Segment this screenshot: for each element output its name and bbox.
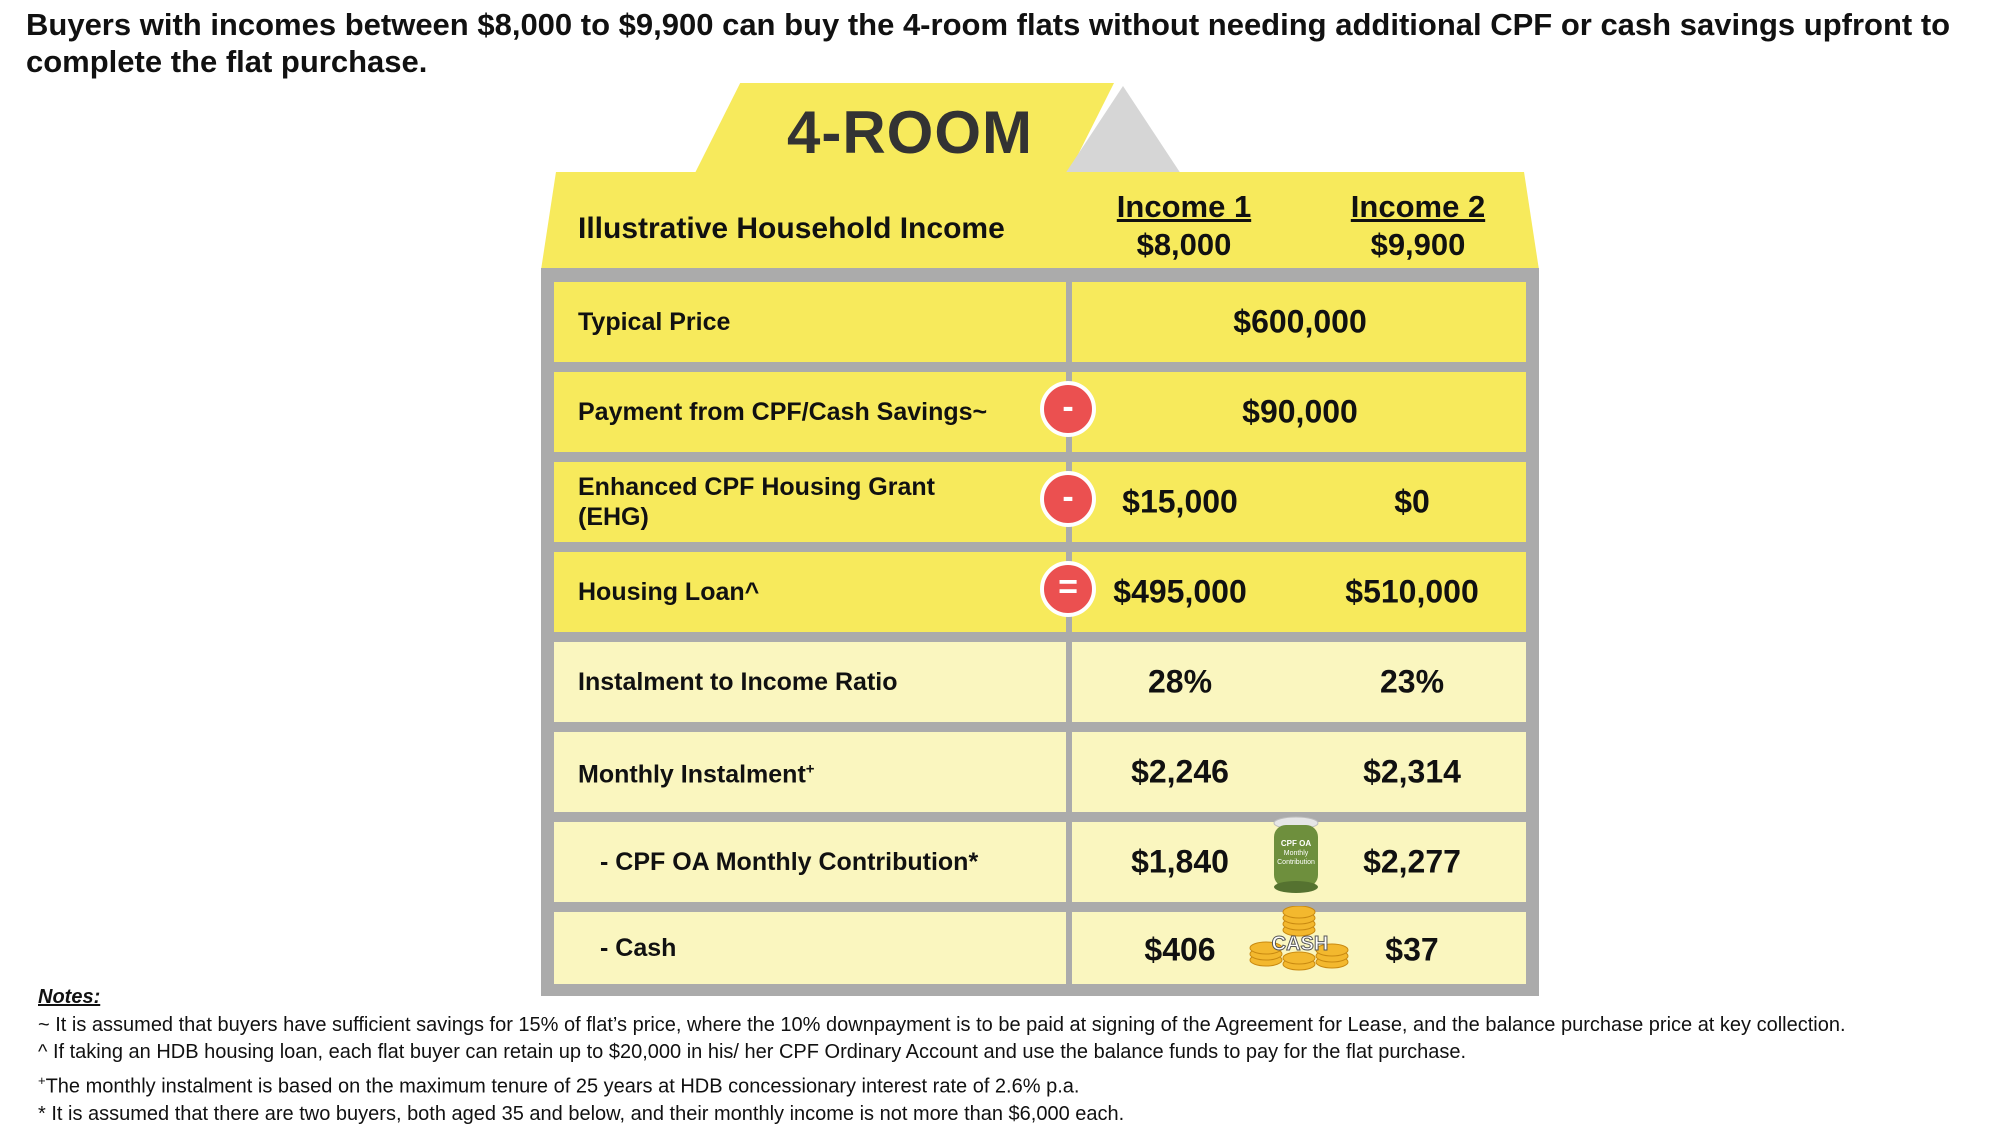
ratio-income-1: 28% [1147, 663, 1213, 700]
svg-text:Monthly: Monthly [1283, 850, 1309, 857]
row-label: - Cash [600, 934, 677, 962]
ehg-income-2: $0 [1394, 483, 1430, 520]
minus-icon: - [1040, 471, 1096, 527]
income-2-header [1318, 188, 1518, 264]
note-line: ^ If taking an HDB housing loan, each flat buyer can retain up to $20,000 in his/ her CPF Ordinary Account and use the balance funds to pay for the flat purchase. [38, 1041, 1467, 1063]
income-1-label: Income 1 [1116, 189, 1252, 224]
row-label: Housing Loan^ [578, 578, 760, 606]
income-label: Illustrative Household Income [578, 212, 1005, 245]
svg-text:CASH: CASH [1271, 933, 1329, 955]
income-1-header [1084, 188, 1284, 264]
row-label: - CPF OA Monthly Contribution* [600, 848, 979, 876]
row-label: Payment from CPF/Cash Savings~ [578, 398, 988, 426]
cash-coins-icon [1246, 906, 1354, 974]
notes-title: Notes: [38, 986, 101, 1008]
housing-loan-income-1: $495,000 [1113, 573, 1247, 610]
cash-income-2: $37 [1385, 931, 1439, 968]
ratio-income-2: 23% [1379, 663, 1445, 700]
ehg-income-1: $15,000 [1122, 483, 1238, 520]
typical-price-value: $600,000 [1233, 303, 1367, 340]
svg-text:Contribution: Contribution [1277, 859, 1315, 866]
instalment-income-1: $2,246 [1131, 753, 1229, 790]
svg-text:CPF OA: CPF OA [1280, 839, 1312, 848]
cpf-oa-income-1: $1,840 [1131, 843, 1229, 880]
equals-icon: = [1040, 561, 1096, 617]
row-label: Typical Price [578, 308, 731, 336]
cpf-oa-income-2: $2,277 [1363, 843, 1461, 880]
note-line: * It is assumed that there are two buyers, both aged 35 and below, and their monthly income is not more than $6,000 each. [38, 1102, 1125, 1125]
row-label: Enhanced CPF Housing Grant (EHG) [578, 473, 935, 531]
income-2-label: Income 2 [1350, 189, 1486, 224]
notes [38, 984, 1988, 1128]
income-1-value: $8,000 [1136, 227, 1232, 262]
roof-icon [1065, 86, 1181, 174]
housing-loan-income-2: $510,000 [1345, 573, 1479, 610]
row-label: Instalment to Income Ratio [578, 668, 898, 696]
income-2-value: $9,900 [1370, 227, 1466, 262]
headline: Buyers with incomes between $8,000 to $9,900 can buy the 4-room flats without needing additional CPF or cash savings upfront to complete the flat purchase. [26, 7, 1951, 79]
note-line: ~ It is assumed that buyers have sufficient savings for 15% of flat’s price, where the 10% downpayment is to be paid at signing of the Agreement for Lease, and the balance purchase price at key collection. [38, 1013, 1846, 1036]
cash-income-1: $406 [1144, 931, 1216, 968]
note-line: +The monthly instalment is based on the maximum tenure of 25 years at HDB concessionary interest rate of 2.6% p.a. [38, 1072, 1080, 1098]
minus-icon: - [1040, 381, 1096, 437]
flat-type-title: 4-ROOM [787, 99, 1033, 166]
jar-icon [1270, 816, 1322, 894]
cpf-cash-savings-value: $90,000 [1242, 393, 1358, 430]
instalment-income-2: $2,314 [1363, 753, 1461, 790]
row-label: Monthly Instalment+ [578, 760, 815, 789]
